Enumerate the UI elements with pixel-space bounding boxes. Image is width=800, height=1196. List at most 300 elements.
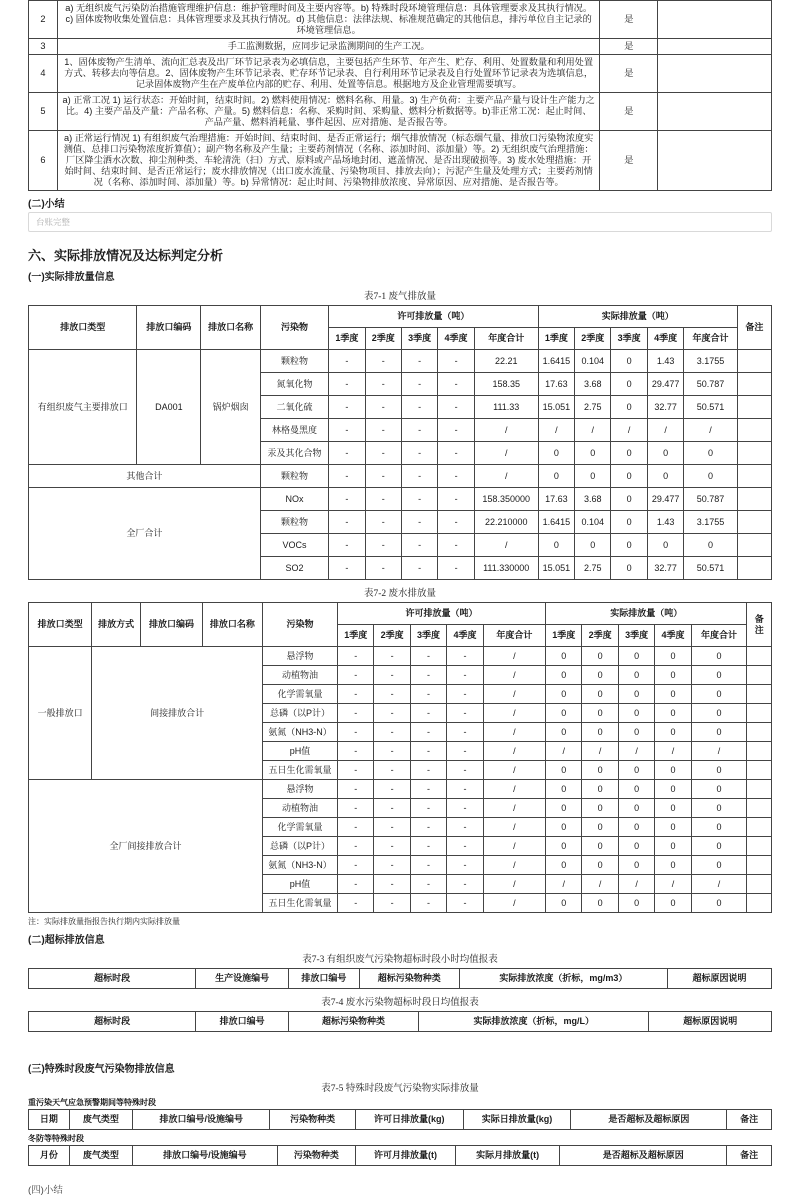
- column-header: 超标原因说明: [667, 969, 771, 989]
- actual-value-cell: 0: [582, 818, 618, 837]
- actual-value-cell: 0: [611, 442, 647, 465]
- pollutant-cell: 颗粒物: [260, 511, 328, 534]
- actual-value-cell: /: [618, 742, 654, 761]
- actual-value-cell: 0: [618, 647, 654, 666]
- actual-value-cell: 3.1755: [684, 511, 737, 534]
- discharge-method-cell: 间接排放合计: [92, 647, 263, 780]
- emission-row: [29, 350, 772, 373]
- actual-value-cell: 0: [691, 856, 747, 875]
- permit-value-cell: -: [410, 799, 446, 818]
- column-header: 日期: [29, 1110, 70, 1130]
- column-header: 许可日排放量(kg): [355, 1110, 463, 1130]
- column-header: 实际排放浓度（折标，mg/m3）: [459, 969, 667, 989]
- quarter-header: 1季度: [329, 328, 365, 350]
- permit-value-cell: -: [410, 704, 446, 723]
- actual-value-cell: 0: [647, 442, 683, 465]
- remark-cell: [737, 442, 771, 465]
- permit-value-cell: -: [338, 723, 374, 742]
- actual-value-cell: 2.75: [575, 557, 611, 580]
- column-header: 许可月排放量(t): [355, 1146, 455, 1166]
- permit-value-cell: -: [447, 894, 483, 913]
- pollutant-cell: 总磷（以P计）: [263, 704, 338, 723]
- permit-value-cell: -: [401, 442, 437, 465]
- column-header: 超标污染物种类: [359, 969, 459, 989]
- column-header: 排放口名称: [202, 603, 262, 647]
- permit-value-cell: -: [447, 742, 483, 761]
- actual-value-cell: 0: [582, 780, 618, 799]
- remark-cell: [747, 799, 772, 818]
- ledger-row: [29, 39, 772, 55]
- actual-value-cell: 29.477: [647, 488, 683, 511]
- column-header: 排放方式: [92, 603, 141, 647]
- remark-cell: [737, 511, 771, 534]
- actual-value-cell: 0: [655, 723, 691, 742]
- remark-cell: [658, 55, 772, 93]
- actual-value-cell: 0: [655, 780, 691, 799]
- permit-value-cell: -: [365, 534, 401, 557]
- actual-value-cell: 0: [611, 511, 647, 534]
- permit-value-cell: /: [474, 534, 538, 557]
- gas-exceedance-table: [28, 968, 772, 989]
- permit-value-cell: -: [329, 442, 365, 465]
- requirement-text-cell: a) 正常运行情况 1) 有组织废气治理措施：开始时间、结束时间、是否正常运行；烟气排放情况（标态烟气量、排放口污染物浓度实测值、总排口污染物浓度折算值）；副产物名称及产生量；主要药剂情况（名称、添加时间、添加量）等。2) 无组织废气治理措施：厂区降尘洒水次数、抑尘剂种类、车轮清洗（扫）方式、原料或产品场地封闭、遮盖情况、是否出现破损等。3) 废水处理措施：开始时间、结束时间、是否正常运行；废水排放情况（出口废水流量、污染物项目、排放去向）；污泥产生量及处理方式；主要药剂情况（名称、添加时间、添加量）等。b) 异常情况：起止时间、污染物排放浓度、异常原因、应对措施、是否报告等。: [57, 131, 599, 191]
- permit-value-cell: -: [365, 373, 401, 396]
- ledger-row: [29, 93, 772, 131]
- header-row: [29, 1012, 772, 1032]
- actual-value-cell: 50.787: [684, 488, 737, 511]
- actual-value-cell: 0: [582, 666, 618, 685]
- permit-value-cell: -: [338, 780, 374, 799]
- permit-group-header: 许可排放量（吨）: [338, 603, 546, 625]
- actual-value-cell: /: [655, 742, 691, 761]
- actual-value-cell: /: [582, 875, 618, 894]
- pollutant-cell: pH值: [263, 742, 338, 761]
- remark-cell: [747, 666, 772, 685]
- remark-cell: [658, 1, 772, 39]
- permit-value-cell: -: [329, 419, 365, 442]
- permit-value-cell: -: [365, 557, 401, 580]
- section6-sub3-heading: (三)特殊时段废气污染物排放信息: [28, 1064, 175, 1075]
- permit-value-cell: -: [401, 465, 437, 488]
- remark-cell: [737, 557, 771, 580]
- actual-value-cell: 1.43: [647, 350, 683, 373]
- column-header: 月份: [29, 1146, 70, 1166]
- column-header: 排放口类型: [29, 603, 92, 647]
- permit-value-cell: /: [483, 647, 545, 666]
- completed-flag-cell: 是: [600, 1, 658, 39]
- permit-value-cell: -: [338, 894, 374, 913]
- permit-value-cell: -: [410, 761, 446, 780]
- pollutant-cell: 林格曼黑度: [260, 419, 328, 442]
- actual-value-cell: 0: [546, 894, 582, 913]
- pollutant-cell: 二氧化硫: [260, 396, 328, 419]
- section6-sub1-heading: (一)实际排放量信息: [28, 272, 115, 283]
- actual-value-cell: 0: [611, 373, 647, 396]
- permit-value-cell: /: [483, 799, 545, 818]
- column-header: 废气类型: [69, 1110, 132, 1130]
- column-header: 排放口类型: [29, 306, 137, 350]
- header-row: [29, 1110, 772, 1130]
- actual-value-cell: 0: [655, 666, 691, 685]
- special-period1-label: 重污染天气应急预警期间等特殊时段: [28, 1098, 156, 1107]
- actual-value-cell: 0: [691, 723, 747, 742]
- actual-value-cell: 0: [538, 442, 574, 465]
- actual-value-cell: 0.104: [575, 350, 611, 373]
- completed-flag-cell: 是: [600, 131, 658, 191]
- actual-value-cell: 0: [582, 685, 618, 704]
- actual-value-cell: 0: [691, 647, 747, 666]
- actual-value-cell: 0: [546, 780, 582, 799]
- quarter-header: 4季度: [438, 328, 474, 350]
- permit-value-cell: -: [438, 373, 474, 396]
- column-header: 是否超标及超标原因: [560, 1146, 727, 1166]
- permit-value-cell: 22.21: [474, 350, 538, 373]
- special-period2-label: 冬防等特殊时段: [28, 1134, 84, 1143]
- permit-value-cell: -: [329, 488, 365, 511]
- requirement-text-cell: 1、固体废物产生清单、流向汇总表及出厂环节记录表为必填信息，主要包括产生环节、年产生、贮存、利用、处置数量和利用处置方式、转移去向等信息。2、固体废物产生环节记录表、贮存环节记录表、自行利用环节记录表及自行处置环节记录表为选填信息，记录固体废物产生在产废单位内部的贮存、利用、处置等信息。根据地方及企业管理需要填写。: [57, 55, 599, 93]
- permit-value-cell: -: [447, 818, 483, 837]
- permit-value-cell: /: [483, 723, 545, 742]
- column-header: 超标时段: [29, 1012, 196, 1032]
- actual-value-cell: 0: [691, 818, 747, 837]
- actual-value-cell: 0: [575, 534, 611, 557]
- quarter-header: 4季度: [647, 328, 683, 350]
- remark-cell: [747, 647, 772, 666]
- actual-value-cell: 0: [691, 704, 747, 723]
- permit-value-cell: -: [338, 818, 374, 837]
- permit-value-cell: -: [438, 396, 474, 419]
- permit-value-cell: -: [401, 534, 437, 557]
- permit-value-cell: -: [329, 511, 365, 534]
- permit-value-cell: -: [338, 742, 374, 761]
- actual-value-cell: 0: [546, 761, 582, 780]
- pollutant-cell: 五日生化需氧量: [263, 894, 338, 913]
- actual-value-cell: 15.051: [538, 557, 574, 580]
- remark-cell: [737, 396, 771, 419]
- emission-row: [29, 465, 772, 488]
- permit-value-cell: /: [483, 685, 545, 704]
- remark-cell: [747, 742, 772, 761]
- actual-value-cell: 2.75: [575, 396, 611, 419]
- column-header: 污染物种类: [277, 1146, 355, 1166]
- remark-cell: [658, 39, 772, 55]
- quarter-header: 2季度: [575, 328, 611, 350]
- outlet-group-cell: 全厂间接排放合计: [29, 780, 263, 913]
- remark-cell: [747, 761, 772, 780]
- permit-value-cell: -: [447, 685, 483, 704]
- actual-emission-note: 注：实际排放量指报告执行期内实际排放量: [28, 917, 180, 926]
- actual-value-cell: 0: [546, 799, 582, 818]
- remark-cell: [747, 875, 772, 894]
- actual-value-cell: 0: [655, 837, 691, 856]
- remark-cell: [658, 93, 772, 131]
- permit-value-cell: -: [410, 742, 446, 761]
- remark-cell: [747, 818, 772, 837]
- actual-value-cell: 15.051: [538, 396, 574, 419]
- actual-value-cell: 0: [655, 799, 691, 818]
- permit-value-cell: /: [474, 442, 538, 465]
- pollutant-cell: 动植物油: [263, 666, 338, 685]
- actual-value-cell: 50.787: [684, 373, 737, 396]
- permit-value-cell: -: [447, 837, 483, 856]
- permit-value-cell: -: [410, 875, 446, 894]
- actual-value-cell: 3.68: [575, 373, 611, 396]
- quarter-header: 4季度: [655, 625, 691, 647]
- actual-value-cell: 50.571: [684, 396, 737, 419]
- permit-value-cell: -: [338, 761, 374, 780]
- actual-value-cell: 0: [618, 856, 654, 875]
- permit-value-cell: /: [483, 837, 545, 856]
- permit-value-cell: -: [374, 875, 410, 894]
- permit-group-header: 许可排放量（吨）: [329, 306, 539, 328]
- table74-title: 表7-4 废水污染物超标时段日均值报表: [321, 998, 479, 1008]
- permit-value-cell: -: [447, 723, 483, 742]
- permit-value-cell: -: [401, 488, 437, 511]
- actual-value-cell: 0: [618, 799, 654, 818]
- summary-text-input[interactable]: 台账完整: [28, 212, 772, 232]
- pollutant-cell: 化学需氧量: [263, 818, 338, 837]
- permit-value-cell: /: [483, 666, 545, 685]
- actual-value-cell: 0: [618, 723, 654, 742]
- requirement-text-cell: 手工监测数据，应同步记录监测期间的生产工况。: [57, 39, 599, 55]
- actual-value-cell: 0: [691, 780, 747, 799]
- actual-value-cell: 0: [684, 465, 737, 488]
- quarter-header: 3季度: [410, 625, 446, 647]
- actual-value-cell: 0: [546, 856, 582, 875]
- pollutant-cell: VOCs: [260, 534, 328, 557]
- quarter-header: 1季度: [538, 328, 574, 350]
- actual-value-cell: 0: [575, 465, 611, 488]
- pollutant-cell: pH值: [263, 875, 338, 894]
- actual-value-cell: /: [655, 875, 691, 894]
- quarter-header: 1季度: [546, 625, 582, 647]
- permit-value-cell: -: [401, 557, 437, 580]
- permit-value-cell: -: [401, 511, 437, 534]
- pollutant-cell: 悬浮物: [263, 780, 338, 799]
- actual-value-cell: 0: [655, 647, 691, 666]
- actual-value-cell: 0: [618, 685, 654, 704]
- actual-group-header: 实际排放量（吨）: [538, 306, 737, 328]
- completed-flag-cell: 是: [600, 55, 658, 93]
- permit-value-cell: -: [410, 647, 446, 666]
- row-number-cell: 3: [29, 39, 58, 55]
- table73-title: 表7-3 有组织废气污染物超标时段小时均值报表: [302, 955, 498, 965]
- permit-value-cell: /: [474, 419, 538, 442]
- row-number-cell: 2: [29, 1, 58, 39]
- quarter-header: 2季度: [374, 625, 410, 647]
- remark-cell: [747, 685, 772, 704]
- actual-value-cell: /: [691, 875, 747, 894]
- actual-value-cell: 0: [546, 704, 582, 723]
- quarter-header: 2季度: [365, 328, 401, 350]
- actual-value-cell: 0: [691, 799, 747, 818]
- actual-value-cell: /: [546, 875, 582, 894]
- column-header: 排放口名称: [201, 306, 260, 350]
- note-column-header: 备注: [737, 306, 771, 350]
- permit-value-cell: /: [483, 875, 545, 894]
- permit-value-cell: -: [410, 780, 446, 799]
- actual-value-cell: 0: [655, 685, 691, 704]
- actual-value-cell: 0: [655, 818, 691, 837]
- summary2-heading: (二)小结: [28, 199, 65, 210]
- header-row: [29, 1146, 772, 1166]
- permit-value-cell: -: [410, 856, 446, 875]
- pollutant-cell: 汞及其化合物: [260, 442, 328, 465]
- actual-value-cell: 0: [618, 666, 654, 685]
- actual-value-cell: 0: [618, 894, 654, 913]
- actual-value-cell: /: [691, 742, 747, 761]
- actual-value-cell: 0: [618, 704, 654, 723]
- permit-value-cell: -: [338, 647, 374, 666]
- actual-value-cell: 0: [647, 465, 683, 488]
- requirement-text-cell: a) 正常工况 1) 运行状态：开始时间，结束时间。2) 燃料使用情况：燃料名称、用量。3) 生产负荷：主要产品产量与设计生产能力之比。4) 主要产品及产量：产品名称、产量。5) 燃料信息：名称、采购时间、采购量、燃料分析数据等。b)非正常工况：起止时间、产品产量、燃料消耗量、事件起因、应对措施、是否报告等。: [57, 93, 599, 131]
- column-header: 实际日排放量(kg): [463, 1110, 571, 1130]
- outlet-group-cell: 全厂合计: [29, 488, 261, 580]
- special-period-daily-table: [28, 1109, 772, 1130]
- column-header: 污染物: [263, 603, 338, 647]
- actual-value-cell: /: [582, 742, 618, 761]
- permit-value-cell: -: [329, 373, 365, 396]
- permit-value-cell: -: [438, 419, 474, 442]
- permit-value-cell: -: [365, 511, 401, 534]
- permit-value-cell: 158.35: [474, 373, 538, 396]
- row-number-cell: 4: [29, 55, 58, 93]
- actual-value-cell: /: [546, 742, 582, 761]
- permit-value-cell: -: [401, 419, 437, 442]
- ledger-row: [29, 1, 772, 39]
- remark-cell: [747, 856, 772, 875]
- actual-value-cell: 0: [611, 350, 647, 373]
- pollutant-cell: 氨氮（NH3-N）: [263, 856, 338, 875]
- permit-value-cell: -: [410, 723, 446, 742]
- permit-value-cell: -: [365, 419, 401, 442]
- actual-value-cell: 17.63: [538, 373, 574, 396]
- pollutant-cell: 化学需氧量: [263, 685, 338, 704]
- column-header: 实际排放浓度（折标，mg/L）: [419, 1012, 649, 1032]
- quarter-header: 年度合计: [474, 328, 538, 350]
- row-number-cell: 6: [29, 131, 58, 191]
- emission-row: [29, 488, 772, 511]
- permit-value-cell: -: [410, 818, 446, 837]
- permit-value-cell: -: [374, 818, 410, 837]
- remark-cell: [747, 780, 772, 799]
- actual-value-cell: 0: [647, 534, 683, 557]
- actual-value-cell: 0: [655, 856, 691, 875]
- column-header: 排放口编号/设施编号: [133, 1110, 270, 1130]
- actual-value-cell: 1.43: [647, 511, 683, 534]
- outlet-type-cell: 有组织废气主要排放口: [29, 350, 137, 465]
- permit-value-cell: -: [374, 780, 410, 799]
- completed-flag-cell: 是: [600, 39, 658, 55]
- permit-value-cell: -: [438, 442, 474, 465]
- pollutant-cell: 氨氮（NH3-N）: [263, 723, 338, 742]
- actual-value-cell: 0: [582, 723, 618, 742]
- waste-gas-emission-table: [28, 305, 772, 580]
- permit-value-cell: -: [329, 534, 365, 557]
- quarter-header: 4季度: [447, 625, 483, 647]
- actual-value-cell: 0: [655, 761, 691, 780]
- actual-value-cell: 1.6415: [538, 350, 574, 373]
- remark-cell: [737, 488, 771, 511]
- permit-value-cell: -: [401, 350, 437, 373]
- actual-value-cell: 0: [618, 780, 654, 799]
- actual-value-cell: 0: [618, 818, 654, 837]
- actual-value-cell: 0: [691, 685, 747, 704]
- permit-value-cell: -: [438, 350, 474, 373]
- remark-cell: [658, 131, 772, 191]
- pollutant-cell: 五日生化需氧量: [263, 761, 338, 780]
- table72-title: 表7-2 废水排放量: [363, 589, 437, 599]
- permit-value-cell: -: [365, 442, 401, 465]
- permit-value-cell: -: [447, 761, 483, 780]
- permit-value-cell: /: [483, 780, 545, 799]
- actual-value-cell: 0: [691, 894, 747, 913]
- actual-value-cell: 0: [582, 837, 618, 856]
- permit-value-cell: 22.210000: [474, 511, 538, 534]
- column-header: 废气类型: [69, 1146, 132, 1166]
- permit-value-cell: -: [329, 465, 365, 488]
- column-header: 排放口编号/设施编号: [133, 1146, 278, 1166]
- outlet-group-cell: 其他合计: [29, 465, 261, 488]
- permit-value-cell: -: [374, 856, 410, 875]
- actual-value-cell: /: [611, 419, 647, 442]
- permit-value-cell: 111.33: [474, 396, 538, 419]
- actual-value-cell: /: [538, 419, 574, 442]
- column-header: 污染物: [260, 306, 328, 350]
- permit-value-cell: /: [483, 856, 545, 875]
- column-header: 污染物种类: [270, 1110, 355, 1130]
- actual-value-cell: 17.63: [538, 488, 574, 511]
- pollutant-cell: 动植物油: [263, 799, 338, 818]
- special-period-monthly-table: [28, 1145, 772, 1166]
- permit-value-cell: /: [483, 704, 545, 723]
- actual-group-header: 实际排放量（吨）: [546, 603, 747, 625]
- permit-value-cell: -: [447, 856, 483, 875]
- permit-value-cell: -: [365, 396, 401, 419]
- header-row: [29, 603, 772, 625]
- permit-value-cell: -: [410, 894, 446, 913]
- remark-cell: [737, 534, 771, 557]
- column-header: 超标原因说明: [649, 1012, 772, 1032]
- pollutant-cell: 颗粒物: [260, 465, 328, 488]
- emission-row: [29, 780, 772, 799]
- actual-value-cell: 0.104: [575, 511, 611, 534]
- actual-value-cell: 0: [618, 837, 654, 856]
- actual-value-cell: 0: [546, 647, 582, 666]
- actual-value-cell: 32.77: [647, 557, 683, 580]
- quarter-header: 2季度: [582, 625, 618, 647]
- actual-value-cell: /: [647, 419, 683, 442]
- permit-value-cell: -: [401, 373, 437, 396]
- quarter-header: 年度合计: [691, 625, 747, 647]
- actual-value-cell: 50.571: [684, 557, 737, 580]
- table75-title: 表7-5 特殊时段废气污染物实际排放量: [321, 1084, 479, 1094]
- table71-title: 表7-1 废气排放量: [363, 292, 437, 302]
- actual-value-cell: 0: [546, 818, 582, 837]
- permit-value-cell: -: [447, 704, 483, 723]
- permit-value-cell: -: [329, 396, 365, 419]
- wastewater-emission-table: [28, 602, 772, 913]
- permit-value-cell: /: [483, 761, 545, 780]
- actual-value-cell: 29.477: [647, 373, 683, 396]
- permit-value-cell: -: [329, 350, 365, 373]
- actual-value-cell: 0: [691, 761, 747, 780]
- column-header: 超标时段: [29, 969, 196, 989]
- outlet-code-cell: DA001: [137, 350, 201, 465]
- actual-value-cell: 0: [546, 837, 582, 856]
- actual-value-cell: 0: [582, 761, 618, 780]
- permit-value-cell: -: [447, 666, 483, 685]
